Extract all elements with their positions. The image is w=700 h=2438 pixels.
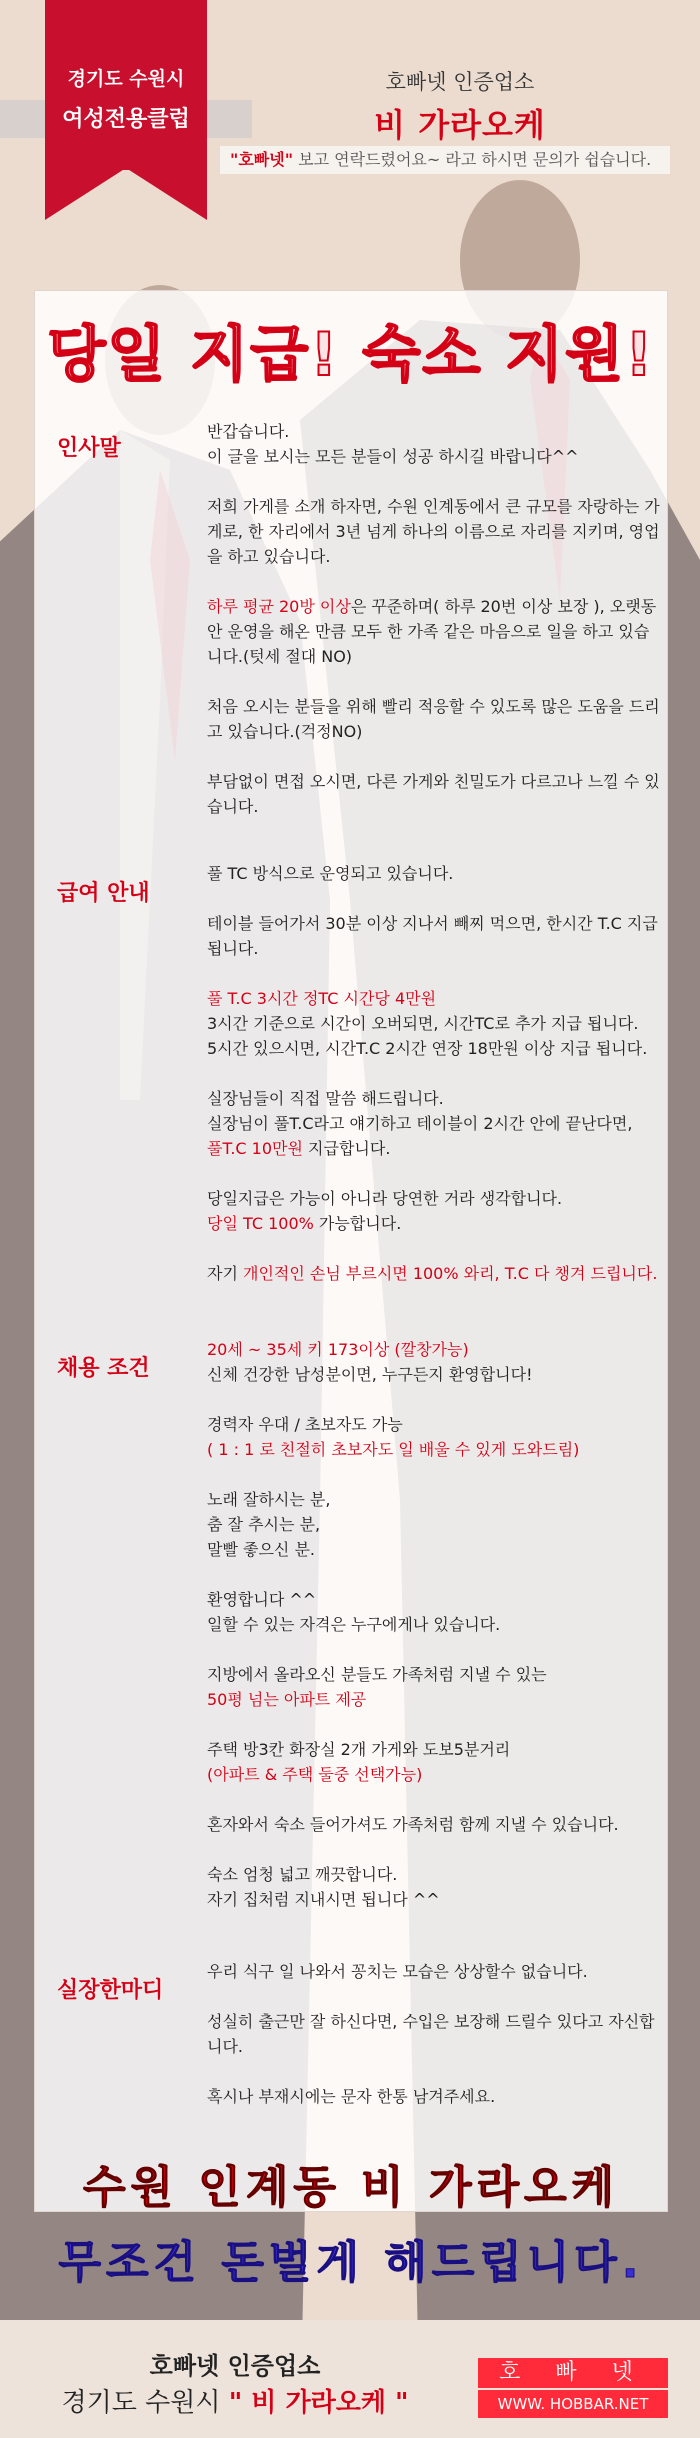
greeting-paragraph: 처음 오시는 분들을 위해 빨리 적응할 수 있도록 많은 도움을 드리고 있습니다.(걱정NO): [207, 697, 660, 741]
manager-paragraph: 성실히 출근만 잘 하신다면, 수입은 보장해 드릴수 있다고 자신합니다.: [207, 2012, 655, 2056]
hiring-line: 경력자 우대 / 초보자도 가능: [207, 1415, 403, 1434]
greeting-text: 은 꾸준하며( 하루 20번 이상 보장 ), 오랫동안 운영을 해온 만큼 모두 한 가족 같은 마음으로 일을 하고 있습니다.(텃세 절대 NO): [207, 597, 657, 666]
hiring-paragraph: 혼자와서 숙소 들어가셔도 가족처럼 함께 지낼 수 있습니다.: [207, 1815, 619, 1834]
section-title-greeting: 인사말: [57, 436, 121, 461]
header-cert: 호빠넷 인증업소: [385, 70, 535, 94]
footer-shop: [0, 2382, 470, 2419]
hiring-line: 신체 건강한 남성분이면, 누구든지 환영합니다!: [207, 1365, 533, 1384]
hobbar-brand[interactable]: 호 빠 넷: [478, 2358, 668, 2388]
section-body-manager: [207, 1959, 662, 2134]
hiring-highlight: 50평 넘는 아파트 제공: [207, 1690, 367, 1709]
hiring-highlight: 20세 ~ 35세 키 173이상 (깔창가능): [207, 1340, 469, 1359]
pay-highlight: 당일 TC 100%: [207, 1214, 314, 1233]
pay-line: 지급합니다.: [302, 1139, 391, 1158]
section-body-pay: [207, 861, 662, 1311]
manager-paragraph: 우리 식구 일 나와서 꽁치는 모습은 상상할수 없습니다.: [207, 1962, 588, 1981]
footer-cert: 호빠넷 인증업소: [149, 2352, 321, 2380]
pay-highlight: 풀 T.C 3시간 정TC 시간당 4만원: [207, 989, 437, 1008]
section-body-greeting: [207, 419, 662, 844]
pay-highlight: 개인적인 손님 부르시면 100% 와리, T.C 다 챙겨 드립니다.: [243, 1264, 658, 1283]
header-shop-name: 비 가라오케: [374, 106, 546, 144]
greeting-paragraph: 저희 가게를 소개 하자면, 수원 인계동에서 큰 규모를 자랑하는 가게로, 한 자리에서 3년 넘게 하나의 이름으로 자리를 지키며, 영업을 하고 있습니다.: [207, 497, 660, 566]
hiring-line: 자기 집처럼 지내시면 됩니다 ^^: [207, 1890, 440, 1909]
slogan-line-2: 무조건 돈벌게 해드립니다.: [58, 2237, 644, 2288]
section-body-hiring: [207, 1337, 662, 1937]
greeting-line: 이 글을 보시는 모든 분들이 성공 하시길 바랍니다^^: [207, 447, 579, 466]
contact-quote: "호빠넷": [230, 150, 294, 169]
pay-line: 가능합니다.: [313, 1214, 402, 1233]
manager-paragraph: 혹시나 부재시에는 문자 한통 남겨주세요.: [207, 2087, 496, 2106]
slogan-line-1: 수원 인계동 비 가라오케: [83, 2162, 619, 2213]
section-title-manager: 실장한마디: [57, 1978, 164, 2003]
hiring-line: 일할 수 있는 자격은 누구에게나 있습니다.: [207, 1615, 501, 1634]
pay-line: 실장님들이 직접 말씀 해드립니다.: [207, 1089, 444, 1108]
footer: [0, 2320, 700, 2438]
pay-line: 3시간 기준으로 시간이 오버되면, 시간TC로 추가 지급 됩니다.: [207, 1014, 639, 1033]
greeting-highlight: 하루 평균 20방 이상: [207, 597, 351, 616]
hiring-line: 환영합니다 ^^: [207, 1590, 317, 1609]
hiring-highlight: ( 1 : 1 로 친절히 초보자도 일 배울 수 있게 도와드림): [207, 1440, 580, 1459]
top-header: [220, 66, 700, 146]
hiring-line: 주택 방3칸 화장실 2개 가게와 도보5분거리: [207, 1740, 511, 1759]
greeting-paragraph: 부담없이 면접 오시면, 다른 가게와 친밀도가 다르고나 느낄 수 있습니다.: [207, 772, 660, 816]
pay-paragraph: 테이블 들어가서 30분 이상 지나서 빼찌 먹으면, 한시간 T.C 지급 됩니다.: [207, 914, 658, 958]
greeting-line: 반갑습니다.: [207, 422, 290, 441]
headline: 당일 지급! 숙소 지원!: [47, 320, 655, 390]
pay-line: 5시간 있으시면, 시간T.C 2시간 연장 18만원 이상 지급 됩니다.: [207, 1039, 648, 1058]
pay-line: 당일지급은 가능이 아니라 당연한 거라 생각합니다.: [207, 1189, 563, 1208]
content-panel: [34, 290, 668, 2288]
hiring-highlight: (아파트 & 주택 둘중 선택가능): [207, 1765, 423, 1784]
hiring-line: 말빨 좋으신 분.: [207, 1540, 315, 1559]
ribbon-tail: [45, 168, 207, 220]
badge-region: 경기도 수원시: [67, 68, 185, 90]
hiring-line: 숙소 엄청 넓고 깨끗합니다.: [207, 1865, 398, 1884]
hobbar-link-box[interactable]: [478, 2358, 668, 2418]
contact-hint-bar: [220, 146, 670, 174]
contact-rest: 보고 연락드렸어요~ 라고 하시면 문의가 쉽습니다.: [298, 150, 652, 169]
badge-club: 여성전용클럽: [45, 104, 207, 136]
hobbar-url-link[interactable]: WWW. HOBBAR.NET: [478, 2390, 668, 2418]
pay-highlight: 풀T.C 10만원: [207, 1139, 303, 1158]
footer-region: 경기도 수원시: [61, 2388, 221, 2418]
hiring-line: 지방에서 올라오신 분들도 가족처럼 지낼 수 있는: [207, 1665, 547, 1684]
region-ribbon-badge: [45, 0, 207, 220]
hiring-line: 노래 잘하시는 분,: [207, 1490, 331, 1509]
section-title-pay: 급여 안내: [57, 881, 150, 906]
pay-line: 자기: [207, 1264, 243, 1283]
hiring-line: 춤 잘 추시는 분,: [207, 1515, 321, 1534]
section-title-hiring: 채용 조건: [57, 1356, 150, 1381]
pay-paragraph: 풀 TC 방식으로 운영되고 있습니다.: [207, 864, 454, 883]
pay-line: 실장님이 풀T.C라고 얘기하고 테이블이 2시간 안에 끝난다면,: [207, 1114, 633, 1133]
footer-shop-name: " 비 가라오케 ": [228, 2388, 409, 2418]
